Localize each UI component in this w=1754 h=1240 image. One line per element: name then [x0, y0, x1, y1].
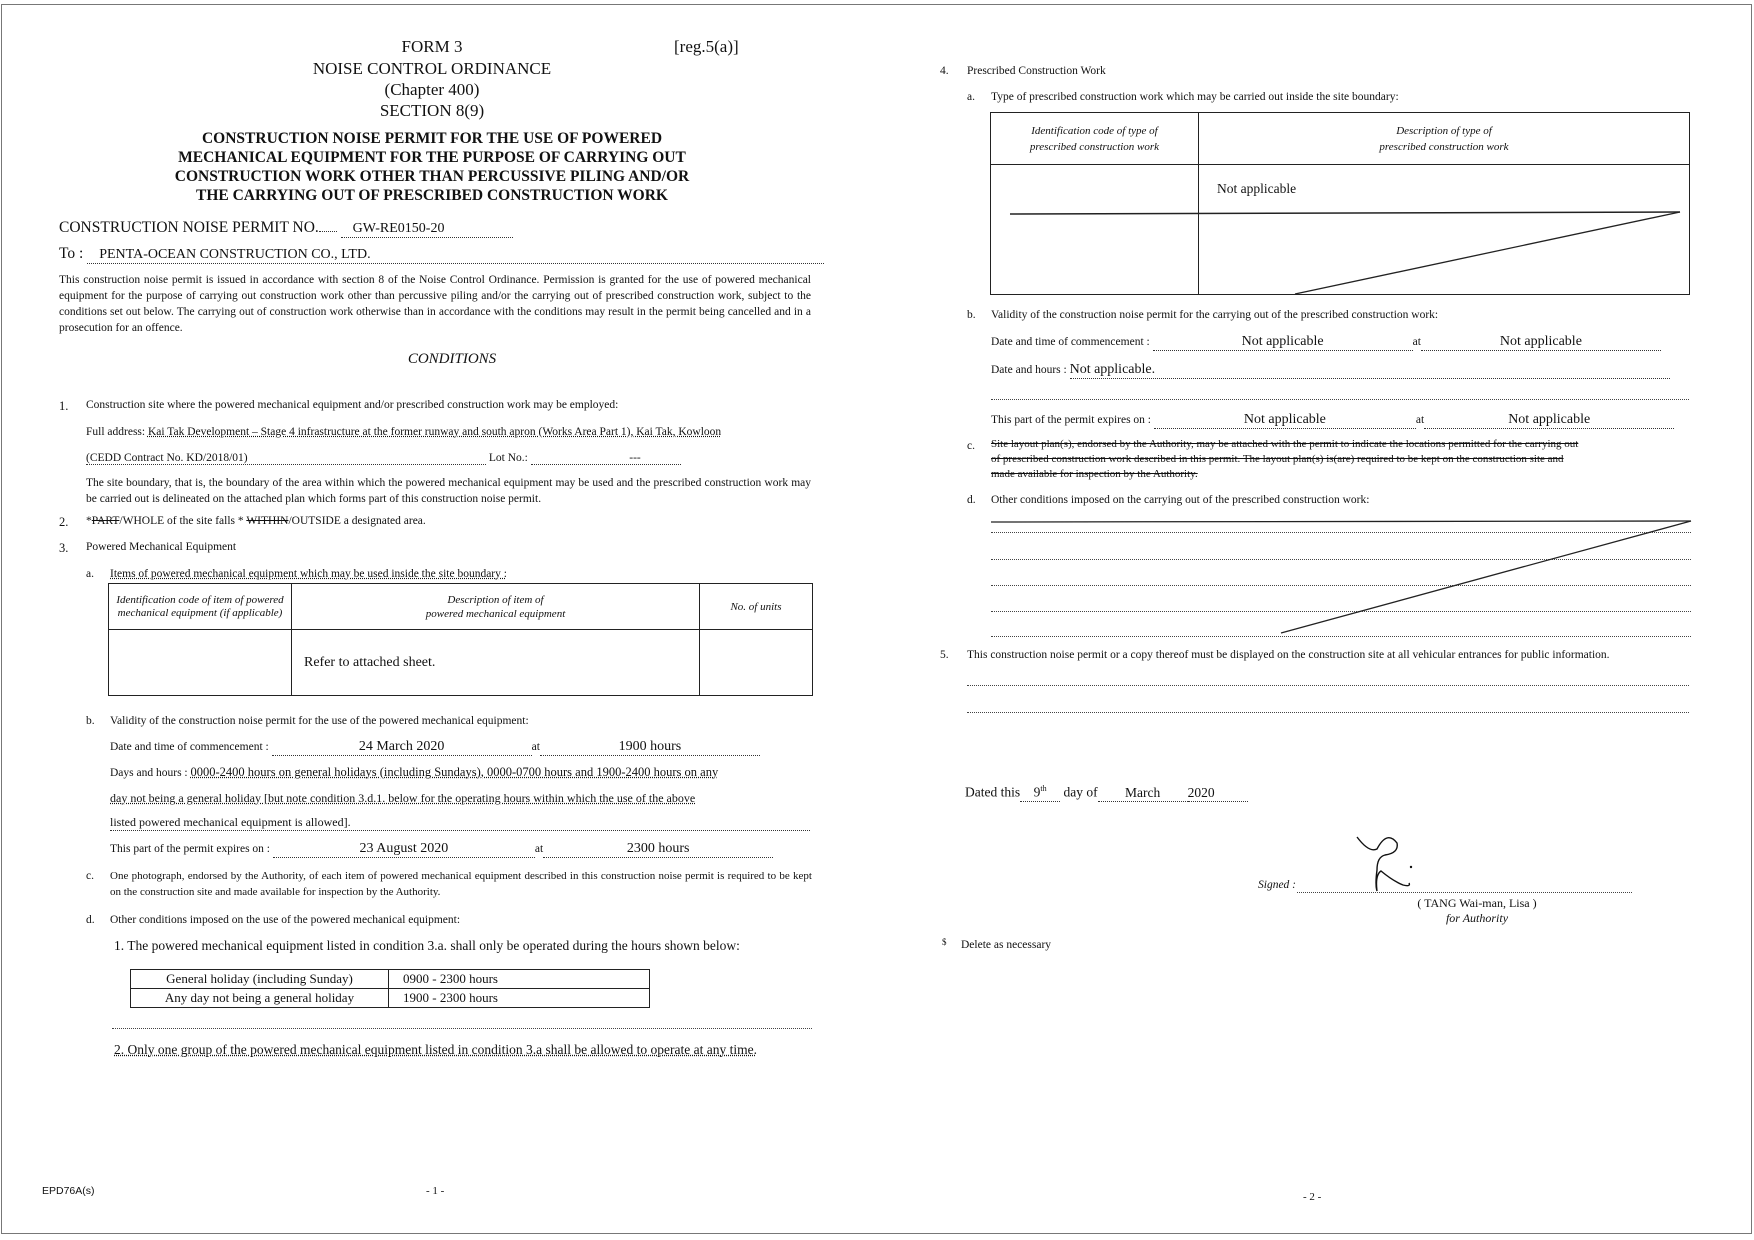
- full-address-line1: Kai Tak Development – Stage 4 infrastructure at the former runway and south apron (Works Area Part 1), Kai Tak, Kowloon: [147, 426, 722, 438]
- days-hours-label: Days and hours :: [110, 767, 188, 779]
- commencement-time: 1900 hours: [540, 739, 760, 756]
- condition-3a-text: Items of powered mechanical equipment which may be used inside the site boundary :: [110, 568, 507, 580]
- conditions-strike-through: [991, 515, 1693, 640]
- signature-image: [1347, 825, 1427, 895]
- dated-row: [965, 784, 1248, 802]
- col-description-line: powered mechanical equipment: [425, 607, 566, 620]
- addressee-row: [59, 245, 824, 264]
- dated-month: March: [1098, 785, 1188, 802]
- condition-4-number: 4.: [940, 65, 949, 77]
- expiry-time: 2300 hours: [543, 841, 773, 858]
- expiry-date: 23 August 2020: [273, 841, 535, 858]
- at-label: at: [534, 843, 544, 855]
- condition-3d-text: Other conditions imposed on the use of the powered mechanical equipment:: [110, 914, 461, 926]
- expiry-label: This part of the permit expires on :: [991, 414, 1152, 426]
- blank-line: [112, 1028, 812, 1029]
- blank-line: [991, 399, 1689, 400]
- section: SECTION 8(9): [379, 101, 485, 120]
- at-label: at: [1412, 336, 1421, 348]
- signature-dot: [1410, 866, 1412, 868]
- condition-3b-text: Validity of the construction noise permit for the use of the powered mechanical equipment:: [110, 715, 529, 727]
- table-header-row: [109, 584, 813, 630]
- date-hours-label: Date and hours :: [991, 364, 1067, 376]
- dated-day-number: 9: [1033, 784, 1041, 800]
- page-number: - 2 -: [1303, 1191, 1322, 1203]
- footnote-mark: $: [942, 937, 947, 947]
- expiry-time: Not applicable: [1424, 412, 1674, 429]
- document-page-2: [877, 4, 1752, 1234]
- col-description-line: Description of type of: [1396, 124, 1492, 137]
- permit-title: [82, 129, 782, 205]
- full-address-row: [86, 426, 721, 438]
- condition-5-number: 5.: [940, 649, 949, 661]
- blank-line: [967, 712, 1689, 713]
- expiry-row: [110, 841, 773, 858]
- permit-number: GW-RE0150-20: [341, 221, 513, 238]
- commencement-date: 24 March 2020: [272, 739, 532, 756]
- equipment-table: [108, 583, 813, 696]
- condition-4d-letter: d.: [967, 494, 976, 506]
- permit-number-row: [59, 219, 513, 238]
- page-number: - 1 -: [426, 1185, 445, 1197]
- condition-3b-letter: b.: [86, 715, 95, 727]
- col-description-line: Description of item of: [447, 593, 544, 606]
- condition-3-number: 3.: [59, 541, 69, 555]
- signatory-name: ( TANG Wai-man, Lisa ): [1417, 896, 1537, 910]
- day-of-label: day of: [1063, 784, 1098, 800]
- title-line: CONSTRUCTION NOISE PERMIT FOR THE USE OF POWERED: [201, 130, 663, 147]
- dated-day: [1020, 784, 1060, 802]
- condition-4c-line: Site layout plan(s), endorsed by the Authority, may be attached with the permit to indicate the locations permitted for the carrying out: [991, 438, 1579, 450]
- cell-identification-code: [109, 630, 292, 696]
- strike-line: [1281, 521, 1691, 633]
- dated-label: Dated this: [965, 784, 1021, 800]
- commencement-time: Not applicable: [1421, 334, 1661, 351]
- condition-2-text: [86, 515, 426, 527]
- addressee-label: To :: [59, 245, 84, 262]
- date-hours-row: [991, 362, 1670, 379]
- operating-hours-table: [130, 969, 650, 1008]
- permit-number-label: CONSTRUCTION NOISE PERMIT NO.: [59, 219, 319, 236]
- condition-3c-text: One photograph, endorsed by the Authority, of each item of powered mechanical equipment described in this construction noise permit is required to be kept on the construction site and made available for inspection by the Authority.: [110, 870, 812, 898]
- condition-3d-letter: d.: [86, 914, 95, 926]
- day-type: General holiday (including Sunday): [131, 970, 389, 989]
- commencement-label: Date and time of commencement :: [110, 741, 269, 753]
- condition-3c-letter: c.: [86, 870, 94, 882]
- condition-4d-text: Other conditions imposed on the carrying out of the prescribed construction work:: [991, 494, 1370, 506]
- permitted-hours: 1900 - 2300 hours: [389, 989, 650, 1008]
- signature-line: [1297, 892, 1632, 893]
- whole-text: /WHOLE of the site falls: [119, 515, 238, 527]
- condition-4b-text: Validity of the construction noise permit for the carrying out of the prescribed construction work:: [991, 309, 1439, 321]
- expiry-label: This part of the permit expires on :: [110, 843, 271, 855]
- condition-4c-line: of prescribed construction work described in this permit. The layout plan(s) is(are) required to be kept on the construction site and: [991, 453, 1564, 465]
- condition-3a-letter: a.: [86, 568, 94, 580]
- conditions-heading: CONDITIONS: [407, 351, 497, 367]
- ordinance-name: NOISE CONTROL ORDINANCE: [312, 59, 552, 78]
- col-description: [292, 584, 700, 630]
- signed-label: Signed :: [1258, 879, 1297, 891]
- condition-4c-letter: c.: [967, 440, 975, 452]
- table-strike-through: [990, 112, 1692, 298]
- struck-within: WITHIN: [246, 515, 289, 527]
- dated-day-suffix: th: [1040, 784, 1047, 793]
- permitted-hours: 0900 - 2300 hours: [389, 970, 650, 989]
- outside-text: /OUTSIDE a designated area.: [288, 515, 426, 527]
- address-line2-row: [86, 452, 681, 465]
- cell-description: Refer to attached sheet.: [292, 630, 700, 696]
- date-hours-value: Not applicable.: [1070, 362, 1670, 379]
- commencement-row: [991, 334, 1661, 351]
- cell-description: Not applicable: [1199, 165, 1690, 295]
- at-label: at: [531, 741, 540, 753]
- condition-4c-text: [991, 437, 1691, 482]
- days-hours-row: [110, 765, 718, 780]
- condition-4a-text: Type of prescribed construction work which may be carried out inside the site boundary:: [991, 91, 1399, 103]
- commencement-label: Date and time of commencement :: [991, 336, 1150, 348]
- condition-1-text: Construction site where the powered mechanical equipment and/or prescribed construction work may be employed:: [86, 399, 619, 411]
- col-identification-code: Identification code of item of powered mechanical equipment (if applicable): [109, 584, 292, 630]
- col-identification-line: prescribed construction work: [1029, 140, 1160, 153]
- condition-4-heading: Prescribed Construction Work: [967, 65, 1106, 77]
- condition-1-number: 1.: [59, 399, 69, 413]
- expiry-date: Not applicable: [1154, 412, 1416, 429]
- table-row: [131, 970, 650, 989]
- form-code: EPD76A(s): [42, 1185, 95, 1197]
- title-line: THE CARRYING OUT OF PRESCRIBED CONSTRUCTION WORK: [196, 187, 668, 204]
- col-identification-line: Identification code of type of: [1031, 124, 1158, 137]
- strike-line: [1010, 212, 1680, 214]
- delete-mark: *: [86, 515, 92, 527]
- footnote-text: Delete as necessary: [961, 939, 1052, 951]
- condition-3-heading: Powered Mechanical Equipment: [86, 541, 237, 553]
- site-boundary-text: The site boundary, that is, the boundary of the area within which the powered mechanical equipment may be used and the prescribed construction work may be carried out is delineated on the attached plan which forms part of this construction noise permit.: [86, 477, 811, 505]
- lot-number-label: Lot No.:: [488, 452, 528, 464]
- table-row: [109, 630, 813, 696]
- struck-part: PART: [91, 515, 120, 527]
- table-row: [131, 989, 650, 1008]
- cell-units: [700, 630, 813, 696]
- dated-year: 2020: [1188, 785, 1248, 802]
- condition-2-number: 2.: [59, 515, 69, 529]
- condition-5-text: This construction noise permit or a copy thereof must be displayed on the construction site at all vehicular entrances for public information.: [967, 649, 1610, 661]
- full-address-label: Full address:: [86, 426, 146, 438]
- days-hours-line1: 0000-2400 hours on general holidays (including Sundays), 0000-0700 hours and 1900-2400 hours on any: [190, 765, 719, 779]
- days-hours-line3: listed powered mechanical equipment is allowed].: [110, 815, 810, 831]
- expiry-row: [991, 412, 1674, 429]
- blank-line: [967, 685, 1689, 686]
- col-description-line: prescribed construction work: [1379, 140, 1509, 153]
- delete-mark: *: [237, 515, 244, 527]
- title-line: MECHANICAL EQUIPMENT FOR THE PURPOSE OF CARRYING OUT: [178, 149, 686, 166]
- commencement-row: [110, 739, 760, 756]
- chapter: (Chapter 400): [384, 80, 480, 99]
- col-units: No. of units: [700, 584, 813, 630]
- title-line: CONSTRUCTION WORK OTHER THAN PERCUSSIVE PILING AND/OR: [174, 168, 690, 185]
- days-hours-line2: day not being a general holiday [but note condition 3.d.1. below for the operating hours within which the use of the above: [110, 791, 696, 805]
- strike-line: [1295, 212, 1680, 294]
- condition-4a-letter: a.: [967, 91, 975, 103]
- condition-3d-1: 1. The powered mechanical equipment listed in condition 3.a. shall only be operated during the hours shown below:: [114, 938, 740, 953]
- day-type: Any day not being a general holiday: [131, 989, 389, 1008]
- full-address-line2: (CEDD Contract No. KD/2018/01): [86, 452, 486, 465]
- strike-line: [991, 521, 1691, 522]
- signature-stroke: [1357, 837, 1409, 891]
- lot-number-value: ---: [531, 452, 681, 465]
- document-page-1: [1, 4, 878, 1234]
- form-number: FORM 3: [401, 37, 463, 56]
- regulation-ref: [reg.5(a)]: [674, 37, 739, 56]
- addressee-value: PENTA-OCEAN CONSTRUCTION CO., LTD.: [87, 247, 824, 264]
- condition-4c-line: made available for inspection by the Authority.: [991, 468, 1198, 480]
- commencement-date: Not applicable: [1153, 334, 1413, 351]
- at-label: at: [1415, 414, 1425, 426]
- condition-3d-2: 2. Only one group of the powered mechanical equipment listed in condition 3.a shall be allowed to operate at any time.: [114, 1042, 757, 1057]
- intro-paragraph: This construction noise permit is issued in accordance with section 8 of the Noise Control Ordinance. Permission is granted for the use of powered mechanical equipment for the purpose of carrying out construction work other than percussive piling and/or the carrying out of prescribed construction work, subject to the conditions set out below. The carrying out of construction work otherwise than in accordance with the conditions may result in the permit being cancelled and in a prosecution for an offence.: [59, 274, 811, 334]
- days-hours-line3-row: [110, 815, 810, 831]
- for-authority: for Authority: [1445, 911, 1509, 925]
- condition-4b-letter: b.: [967, 309, 976, 321]
